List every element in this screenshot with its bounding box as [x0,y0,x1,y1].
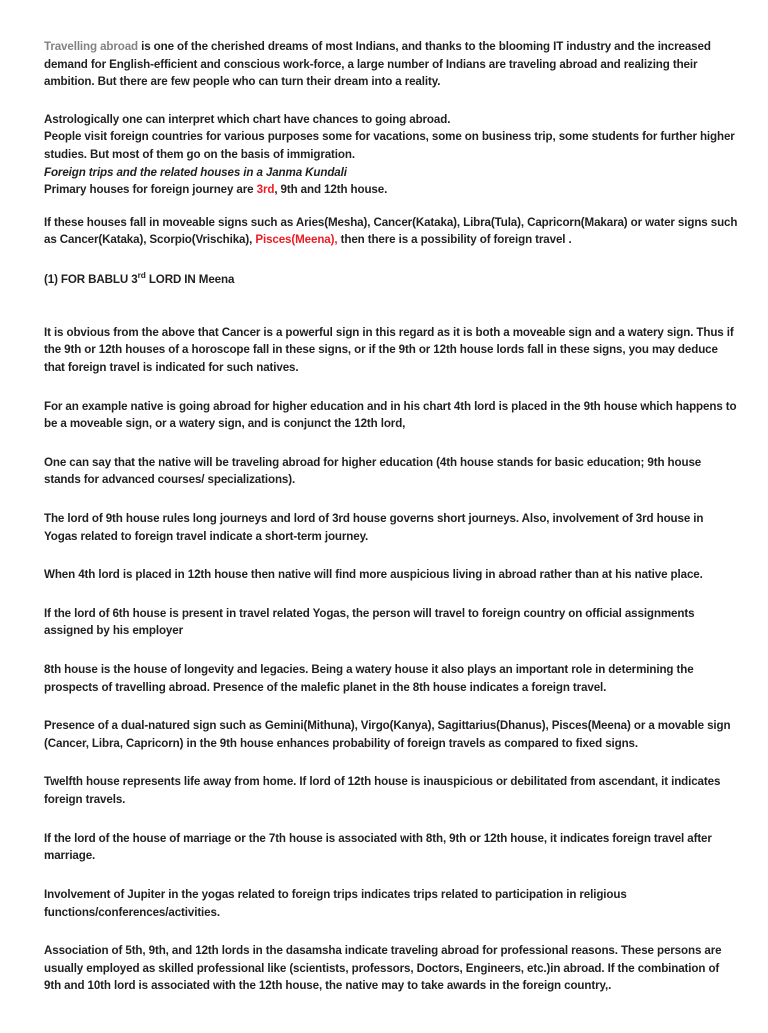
moveable-signs-highlight: Pisces(Meena), [255,233,338,247]
spacer-p9 [44,823,738,830]
italic-subheading: Foreign trips and the related houses in a Janma Kundali [44,165,347,179]
spacer-p11 [44,935,738,942]
spacer-p2 [44,447,738,454]
spacer-p5 [44,598,738,605]
primary-houses-before: Primary houses for foreign journey are [44,183,257,197]
primary-houses-highlight: 3rd [256,183,275,197]
astrology-block [44,111,738,199]
intro-paragraph [44,38,738,91]
purposes-line: People visit foreign countries for various purposes some for vacations, some on business trip, some students for further higher studies. But most of them go on the basis of immigration. [44,130,735,162]
body-paragraph-10: If the lord of the house of marriage or the 7th house is associated with 8th, 9th or 12th house, it indicates foreign travel after marriage. [44,831,712,863]
spacer-before-body [44,302,738,324]
body-paragraph-9: Twelfth house represents life away from home. If lord of 12th house is inauspicious or debilitated from ascendant, it indicates foreign travels. [44,775,721,807]
spacer-p6 [44,654,738,661]
moveable-signs-paragraph [44,214,738,249]
body-paragraph-12: Association of 5th, 9th, and 12th lords in the dasamsha indicate traveling abroad for professional reasons. These persons are usually employed as skilled professional like (scientists, professors, Doctors, Engineers, etc.)in abroad. If the combination of 9th and 10th lord is associated with the 12th house, the native may to take awards in the foreign country,. [44,944,722,993]
bablu-heading-after: LORD IN Meena [145,273,235,287]
intro-lead-rest: is one of the cherished dreams of most Indians, and thanks to the blooming IT industry and the increased demand for English-efficient and conscious work-force, a large number of Indians are traveling abroad and realizing their ambition. But there are few people who can turn their dream into a reality. [44,40,711,89]
body-paragraph-2: For an example native is going abroad for higher education and in his chart 4th lord is placed in the 9th house which happens to be a moveable sign, or a watery sign, and is conjunct the 12th lord, [44,399,737,431]
spacer-p10 [44,879,738,886]
body-paragraph-6: If the lord of 6th house is present in travel related Yogas, the person will travel to foreign country on official assignments assigned by his employer [44,606,695,638]
body-paragraph-8: Presence of a dual-natured sign such as Gemini(Mithuna), Virgo(Kanya), Sagittarius(Dhanus), Pisces(Meena) or a movable sign (Cancer, Libra, Capricorn) in the 9th house enhances probability of foreign travels as compared to fixed signs. [44,719,731,750]
intro-text [44,38,738,91]
body-paragraph-5: When 4th lord is placed in 12th house then native will find more auspicious living in abroad rather than at his native place. [44,568,703,582]
body-paragraph-4: The lord of 9th house rules long journeys and lord of 3rd house governs short journeys. Also, involvement of 3rd house in Yogas related to foreign travel indicate a short-term journey. [44,511,704,543]
bablu-heading-text [44,271,738,289]
spacer-p3 [44,503,738,510]
spacer-before-bablu [44,249,738,271]
moveable-signs-text [44,214,738,249]
spacer-p8 [44,766,738,773]
spacer-p7 [44,710,738,717]
body-paragraph-3: One can say that the native will be traveling abroad for higher education (4th house stands for basic education; 9th house stands for advanced courses/ specializations). [44,455,702,487]
body-paragraph-1: It is obvious from the above that Cancer is a powerful sign in this regard as it is both a moveable sign and a watery sign. Thus if the 9th or 12th houses of a horoscope fall in these signs, or if the 9th or 12th house lords fall in these signs, you may deduce that foreign travel is indicated for such natives. [44,325,734,374]
moveable-signs-part1: If these houses fall in moveable signs such as Aries(Mesha), Cancer(Kataka), Libra(Tula), Capricorn(Makara) or water signs such as Cancer(Kataka), Scorpio(Vrischika), [44,215,738,247]
body-paragraph-11: Involvement of Jupiter in the yogas related to foreign trips indicates trips related to participation in religious functions/conferences/activities. [44,887,627,919]
document-body [44,38,738,995]
primary-houses-line [44,181,738,199]
bablu-heading [44,271,738,289]
bablu-heading-before: (1) FOR BABLU 3 [44,273,138,287]
intro-lead-highlight: Travelling abroad [44,40,139,53]
spacer-p1 [44,391,738,398]
astrology-line: Astrologically one can interpret which chart have chances to going abroad. [44,112,451,126]
bablu-heading-superscript: rd [137,270,146,281]
primary-houses-after: , 9th and 12th house. [274,183,388,197]
moveable-signs-part2: then there is a possibility of foreign travel . [337,233,572,247]
spacer-before-moveable [44,199,738,214]
spacer-p4 [44,559,738,566]
spacer-after-intro [44,104,738,111]
body-paragraph-7: 8th house is the house of longevity and legacies. Being a watery house it also plays an important role in determining the prospects of travelling abroad. Presence of the malefic planet in the 8th house indicates a foreign travel. [44,663,694,694]
